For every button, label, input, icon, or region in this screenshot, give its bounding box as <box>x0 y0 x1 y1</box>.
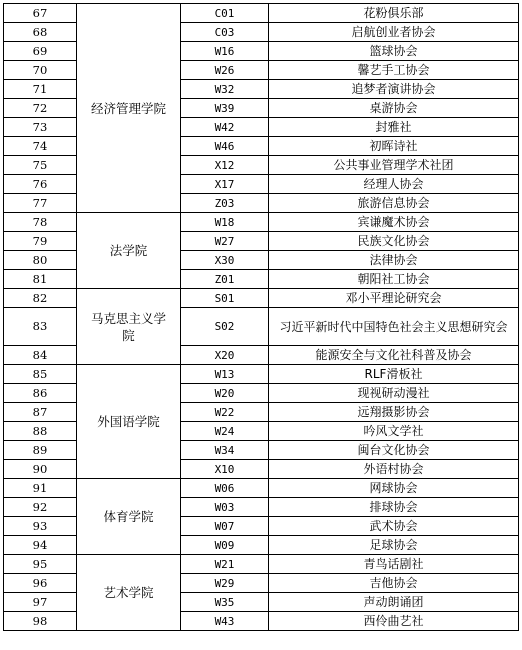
club-name: 吉他协会 <box>269 574 519 593</box>
table-row <box>4 213 519 232</box>
row-number: 84 <box>4 346 77 365</box>
club-code: W03 <box>181 498 269 517</box>
club-name: 公共事业管理学术社团 <box>269 156 519 175</box>
club-name: 能源安全与文化社科普及协会 <box>269 346 519 365</box>
row-number: 83 <box>4 308 77 346</box>
row-number: 68 <box>4 23 77 42</box>
club-table <box>3 3 519 631</box>
club-code: W32 <box>181 80 269 99</box>
row-number: 82 <box>4 289 77 308</box>
club-code: W20 <box>181 384 269 403</box>
club-name: 闽台文化协会 <box>269 441 519 460</box>
club-table-body <box>4 4 519 631</box>
club-name: 启航创业者协会 <box>269 23 519 42</box>
club-name: 民族文化协会 <box>269 232 519 251</box>
club-name: 青鸟话剧社 <box>269 555 519 574</box>
club-table-container <box>3 3 519 631</box>
club-code: S02 <box>181 308 269 346</box>
club-name: 馨艺手工协会 <box>269 61 519 80</box>
table-row <box>4 289 519 308</box>
table-row <box>4 4 519 23</box>
row-number: 94 <box>4 536 77 555</box>
club-code: W27 <box>181 232 269 251</box>
row-number: 85 <box>4 365 77 384</box>
club-code: Z01 <box>181 270 269 289</box>
table-row <box>4 555 519 574</box>
club-code: X12 <box>181 156 269 175</box>
club-code: W21 <box>181 555 269 574</box>
row-number: 76 <box>4 175 77 194</box>
club-code: X30 <box>181 251 269 270</box>
club-name: 旅游信息协会 <box>269 194 519 213</box>
club-name: 花粉俱乐部 <box>269 4 519 23</box>
row-number: 69 <box>4 42 77 61</box>
club-code: W24 <box>181 422 269 441</box>
club-code: W13 <box>181 365 269 384</box>
club-code: W42 <box>181 118 269 137</box>
club-name: 排球协会 <box>269 498 519 517</box>
club-code: X10 <box>181 460 269 479</box>
club-code: W09 <box>181 536 269 555</box>
club-name: 习近平新时代中国特色社会主义思想研究会 <box>269 308 519 346</box>
club-name: 外语村协会 <box>269 460 519 479</box>
row-number: 79 <box>4 232 77 251</box>
row-number: 95 <box>4 555 77 574</box>
club-name: 现视研动漫社 <box>269 384 519 403</box>
college-name: 法学院 <box>77 213 181 289</box>
table-row <box>4 479 519 498</box>
club-code: W18 <box>181 213 269 232</box>
row-number: 77 <box>4 194 77 213</box>
row-number: 89 <box>4 441 77 460</box>
club-code: W22 <box>181 403 269 422</box>
club-name: 足球协会 <box>269 536 519 555</box>
college-name: 外国语学院 <box>77 365 181 479</box>
row-number: 87 <box>4 403 77 422</box>
club-name: 法律协会 <box>269 251 519 270</box>
row-number: 67 <box>4 4 77 23</box>
club-name: 声动朗诵团 <box>269 593 519 612</box>
row-number: 74 <box>4 137 77 156</box>
club-code: W43 <box>181 612 269 631</box>
row-number: 96 <box>4 574 77 593</box>
college-name: 体育学院 <box>77 479 181 555</box>
club-code: W29 <box>181 574 269 593</box>
club-name: 经理人协会 <box>269 175 519 194</box>
row-number: 70 <box>4 61 77 80</box>
club-name: 桌游协会 <box>269 99 519 118</box>
club-code: C01 <box>181 4 269 23</box>
row-number: 81 <box>4 270 77 289</box>
row-number: 86 <box>4 384 77 403</box>
club-code: X17 <box>181 175 269 194</box>
club-name: 朝阳社工协会 <box>269 270 519 289</box>
club-name: 封雅社 <box>269 118 519 137</box>
club-name: 邓小平理论研究会 <box>269 289 519 308</box>
row-number: 88 <box>4 422 77 441</box>
club-name: 追梦者演讲协会 <box>269 80 519 99</box>
club-code: C03 <box>181 23 269 42</box>
row-number: 71 <box>4 80 77 99</box>
club-name: 网球协会 <box>269 479 519 498</box>
club-code: W46 <box>181 137 269 156</box>
row-number: 72 <box>4 99 77 118</box>
row-number: 98 <box>4 612 77 631</box>
club-name: 初晖诗社 <box>269 137 519 156</box>
row-number: 93 <box>4 517 77 536</box>
club-name: 西伶曲艺社 <box>269 612 519 631</box>
college-name: 艺术学院 <box>77 555 181 631</box>
row-number: 73 <box>4 118 77 137</box>
row-number: 92 <box>4 498 77 517</box>
club-code: W06 <box>181 479 269 498</box>
row-number: 75 <box>4 156 77 175</box>
club-name: RLF滑板社 <box>269 365 519 384</box>
college-name: 经济管理学院 <box>77 4 181 213</box>
club-code: X20 <box>181 346 269 365</box>
club-name: 远翔摄影协会 <box>269 403 519 422</box>
club-code: W39 <box>181 99 269 118</box>
club-code: W07 <box>181 517 269 536</box>
row-number: 91 <box>4 479 77 498</box>
row-number: 80 <box>4 251 77 270</box>
club-code: W34 <box>181 441 269 460</box>
row-number: 97 <box>4 593 77 612</box>
row-number: 78 <box>4 213 77 232</box>
club-code: Z03 <box>181 194 269 213</box>
club-name: 宾谦魔术协会 <box>269 213 519 232</box>
club-name: 篮球协会 <box>269 42 519 61</box>
club-name: 武术协会 <box>269 517 519 536</box>
table-row <box>4 365 519 384</box>
club-name: 吟风文学社 <box>269 422 519 441</box>
club-code: W16 <box>181 42 269 61</box>
club-code: W26 <box>181 61 269 80</box>
club-code: S01 <box>181 289 269 308</box>
college-name: 马克思主义学院 <box>77 289 181 365</box>
club-code: W35 <box>181 593 269 612</box>
row-number: 90 <box>4 460 77 479</box>
